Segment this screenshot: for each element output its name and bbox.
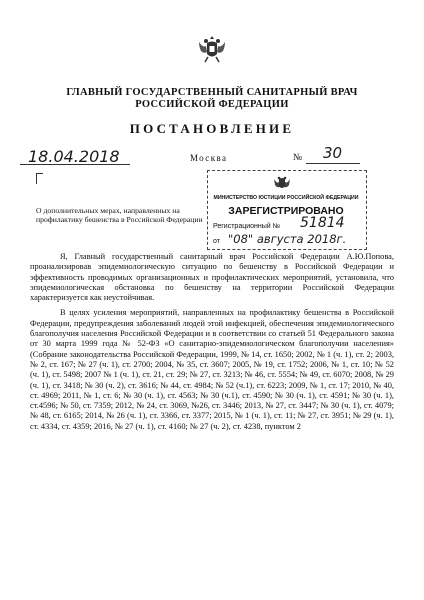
number-underline	[306, 163, 360, 164]
body-paragraph-1: Я, Главный государственный санитарный врач Российской Федерации А.Ю.Попова, проанализировав эпидемиологическую ситуацию по бешенству в Российской Федерации и эффективность проводимых организационных и профилактических мероприятий, установила, что эпидемиологическая обстановка по бешенству на территории Российской Федерации характеризуется как неустойчивая.	[30, 252, 394, 303]
city: Москва	[190, 153, 228, 163]
document-title: ПОСТАНОВЛЕНИЕ	[129, 121, 295, 136]
handwritten-date: 18.04.2018	[28, 147, 120, 166]
stamp-ministry: МИНИСТЕРСТВО ЮСТИЦИИ РОССИЙСКОЙ ФЕДЕРАЦИИ	[213, 195, 359, 201]
date-underline	[20, 164, 130, 165]
body-paragraph-2: В целях усиления мероприятий, направленных на профилактику бешенства в Российской Федерации, предупреждения заболеваний людей этой инфекцией, обеспечения эпидемиологического благополучия населения Российской Федерации и в соответствии со статьей 51 Федерального закона от 30 марта 1999 года № 52-ФЗ «О санитарно-эпидемиологическом благополучии населения» (Собрание законодательства Российской Федерации, 1999, № 14, ст. 1650; 2002, № 1 (ч. 1), ст. 2; 2003, № 2, ст. 167; № 27 (ч. 1), ст. 2700; 2004, № 35, ст. 3607; 2005, № 19, ст. 1752; 2006, № 1, ст. 10; № 52 (ч. 1), ст. 5498; 2007 № 1 (ч. 1), ст. 21, ст. 29; № 27, ст. 3213; № 46, ст. 5554; № 49, ст. 6070; 2008, № 29 (ч. 1), ст. 3418; № 30 (ч. 2), ст. 3616; № 44, ст. 4984; № 52 (ч.1), ст. 6223; 2009, № 1, ст. 17; 2010, № 40, ст. 4969; 2011, № 1, ст. 6; № 30 (ч. 1), ст. 4563; № 30 (ч.1), ст. 4590; № 30 (ч. 1), ст. 4591; № 30 (ч. 1), ст.4596; № 50, ст. 7359; 2012, № 24, ст. 3069, №26, ст. 3446; 2013, № 27, ст. 3447; № 30 (ч. 1), ст. 4079; № 48, ст. 6165; 2014, № 26 (ч. 1), ст. 3366, ст. 3377; 2015, № 1 (ч. 1), ст. 11; № 27, ст. 3951; № 29 (ч. 1), ст. 4334, ст. 4359; 2016, № 27 (ч. 1), ст. 4160; № 27 (ч. 2), ст. 4238, пунктом 2	[30, 308, 394, 431]
issuer-title-line-1: ГЛАВНЫЙ ГОСУДАРСТВЕННЫЙ САНИТАРНЫЙ ВРАЧ	[66, 87, 358, 98]
document-body	[30, 252, 394, 437]
russian-eagle-emblem-icon	[195, 32, 229, 66]
number-sign: №	[293, 153, 303, 163]
stamp-date-value: "08" августа 2018г.	[228, 232, 347, 246]
stamp-registered: ЗАРЕГИСТРИРОВАНО	[228, 205, 344, 217]
stamp-reg-number-value: 51814	[300, 215, 345, 231]
subject-heading: О дополнительных мерах, направленных на профилактику бешенства в Российской Федерации	[36, 206, 203, 224]
issuer-title-line-2: РОССИЙСКОЙ ФЕДЕРАЦИИ	[135, 99, 289, 110]
stamp-from-label: от	[213, 238, 220, 245]
stamp-reg-number-label: Регистрационный №	[213, 223, 281, 230]
stamp-eagle-icon	[272, 174, 292, 192]
subject-bracket	[36, 173, 43, 184]
handwritten-number: 30	[323, 144, 343, 162]
